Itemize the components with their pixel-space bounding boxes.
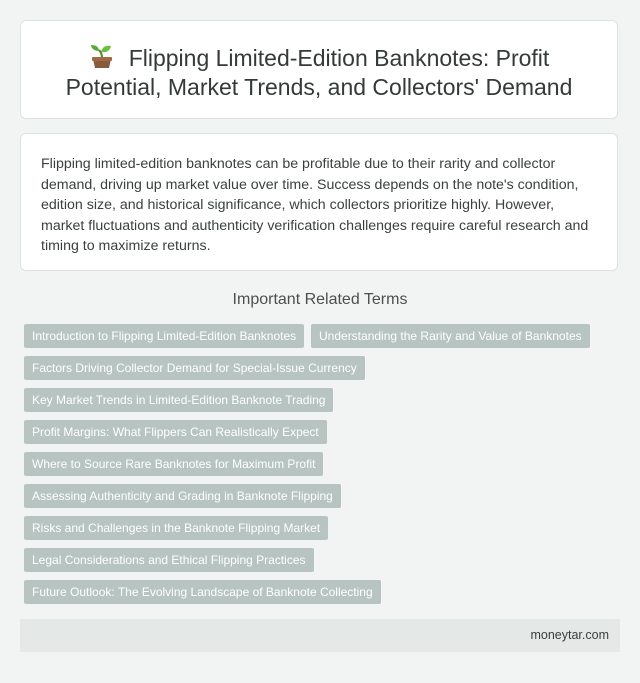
related-term-tag[interactable]: Where to Source Rare Banknotes for Maximum Profit: [24, 452, 323, 476]
summary-card: [20, 133, 618, 271]
related-term-tag[interactable]: Future Outlook: The Evolving Landscape of Banknote Collecting: [24, 580, 381, 604]
related-term-tag[interactable]: Key Market Trends in Limited-Edition Banknote Trading: [24, 388, 333, 412]
page-title: [49, 43, 589, 102]
related-term-tag[interactable]: Assessing Authenticity and Grading in Banknote Flipping: [24, 484, 341, 508]
related-term-tag[interactable]: Introduction to Flipping Limited-Edition Banknotes: [24, 324, 304, 348]
page-title-text: Flipping Limited-Edition Banknotes: Profit Potential, Market Trends, and Collectors' Demand: [65, 45, 573, 100]
related-term-tag[interactable]: Risks and Challenges in the Banknote Flipping Market: [24, 516, 328, 540]
sprout-icon: [89, 43, 115, 69]
related-term-tag[interactable]: Profit Margins: What Flippers Can Realistically Expect: [24, 420, 327, 444]
site-name[interactable]: moneytar.com: [530, 628, 609, 642]
related-terms-heading: Important Related Terms: [232, 291, 408, 308]
related-term-tag[interactable]: Understanding the Rarity and Value of Banknotes: [311, 324, 590, 348]
summary-text: Flipping limited-edition banknotes can be profitable due to their rarity and collector demand, driving up market value over time. Success depends on the note's condition, edition size, and historical significance, which collectors prioritize highly. However, market fluctuations and authenticity verification challenges require careful research and timing to maximize returns.: [41, 156, 589, 254]
related-term-tag[interactable]: Factors Driving Collector Demand for Special-Issue Currency: [24, 356, 365, 380]
related-term-tag[interactable]: Legal Considerations and Ethical Flipping Practices: [24, 548, 314, 572]
footer: [20, 619, 620, 652]
title-card: [20, 20, 618, 119]
